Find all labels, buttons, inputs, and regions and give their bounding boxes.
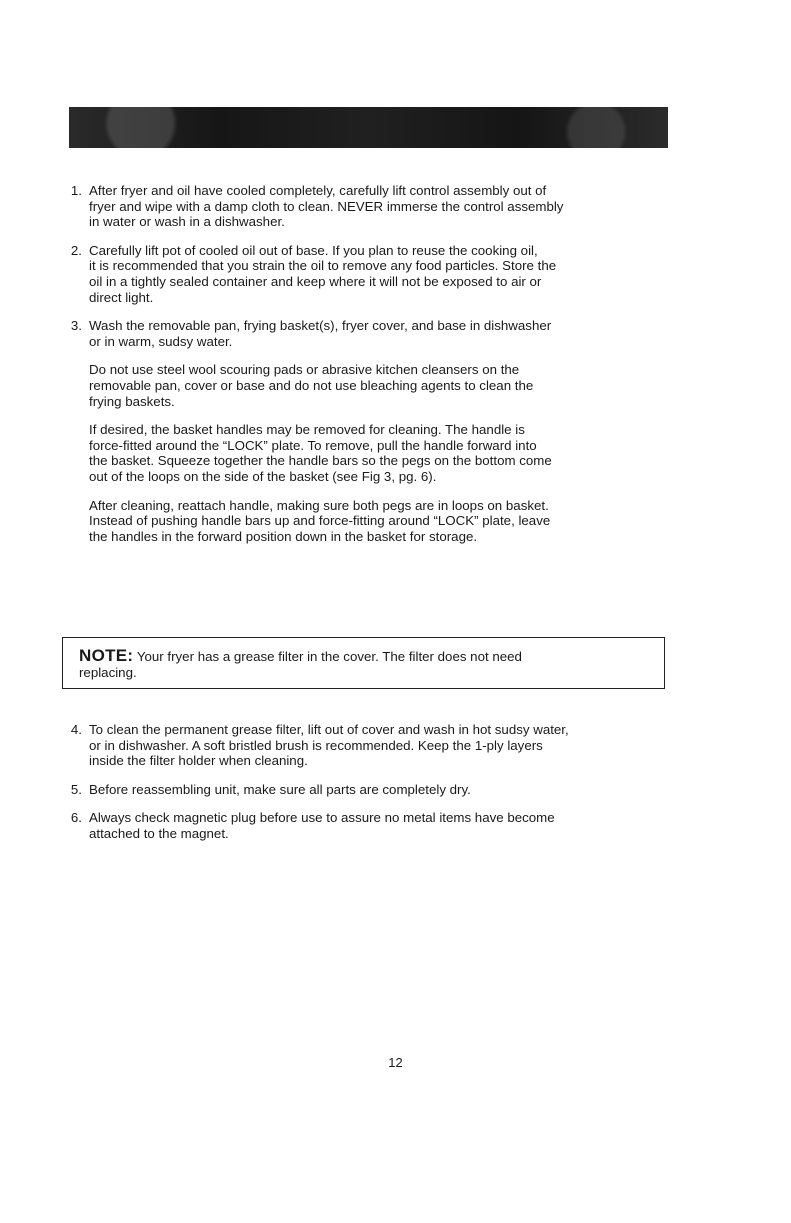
page-number: 12 bbox=[388, 1055, 403, 1070]
instructions-bottom bbox=[62, 722, 672, 855]
paragraph-text: Do not use steel wool scouring pads or abrasive kitchen cleansers on the removable pan, cover or base and do not use bleaching agents to clean the frying baskets. bbox=[89, 362, 534, 409]
paragraph bbox=[62, 362, 672, 409]
list-item bbox=[62, 243, 672, 305]
section-header-bar bbox=[69, 107, 668, 148]
item-text: Carefully lift pot of cooled oil out of base. If you plan to reuse the cooking oil, it is recommended that you strain the oil to remove any food particles. Store the oil in a tightly sealed container and keep where it will not be exposed to air or direct light. bbox=[89, 242, 557, 305]
note-label: NOTE: bbox=[79, 646, 134, 665]
paragraph-text: If desired, the basket handles may be removed for cleaning. The handle is force-fitted around the “LOCK” plate. To remove, pull the handle forward into the basket. Squeeze together the handle bars so the pegs on the bottom come out of the loops on the side of the basket (see Fig 3, pg. 6). bbox=[89, 422, 552, 484]
paragraph bbox=[62, 422, 672, 484]
item-text: Always check magnetic plug before use to assure no metal items have become attached to the magnet. bbox=[89, 810, 555, 841]
instructions-top bbox=[62, 183, 672, 557]
item-text: After fryer and oil have cooled completely, carefully lift control assembly out of fryer and wipe with a damp cloth to clean. NEVER immerse the control assembly in water or wash in a dishwasher. bbox=[89, 183, 564, 230]
item-text: Wash the removable pan, frying basket(s), fryer cover, and base in dishwasher or in warm, sudsy water. bbox=[89, 318, 552, 349]
paragraph-text: After cleaning, reattach handle, making sure both pegs are in loops on basket. Instead of pushing handle bars up and force-fitting around “LOCK” plate, leave the handles in the forward position down in the basket for storage. bbox=[89, 497, 551, 544]
item-number: 2. bbox=[70, 242, 82, 258]
paragraph bbox=[62, 498, 672, 545]
list-item bbox=[62, 183, 672, 230]
list-item bbox=[62, 318, 672, 349]
note-box bbox=[62, 637, 665, 689]
item-number: 5. bbox=[70, 781, 82, 797]
note-text: Your fryer has a grease filter in the cover. The filter does not need replacing. bbox=[79, 649, 522, 680]
list-item bbox=[62, 782, 672, 798]
item-number: 4. bbox=[70, 722, 82, 737]
item-text: Before reassembling unit, make sure all parts are completely dry. bbox=[89, 781, 471, 797]
item-number: 1. bbox=[70, 183, 82, 198]
list-item bbox=[62, 810, 672, 841]
item-number: 6. bbox=[70, 810, 82, 826]
item-number: 3. bbox=[70, 318, 82, 334]
item-text: To clean the permanent grease filter, lift out of cover and wash in hot sudsy water, or in dishwasher. A soft bristled brush is recommended. Keep the 1-ply layers inside the filter holder when cleaning. bbox=[89, 722, 569, 769]
list-item bbox=[62, 722, 672, 769]
